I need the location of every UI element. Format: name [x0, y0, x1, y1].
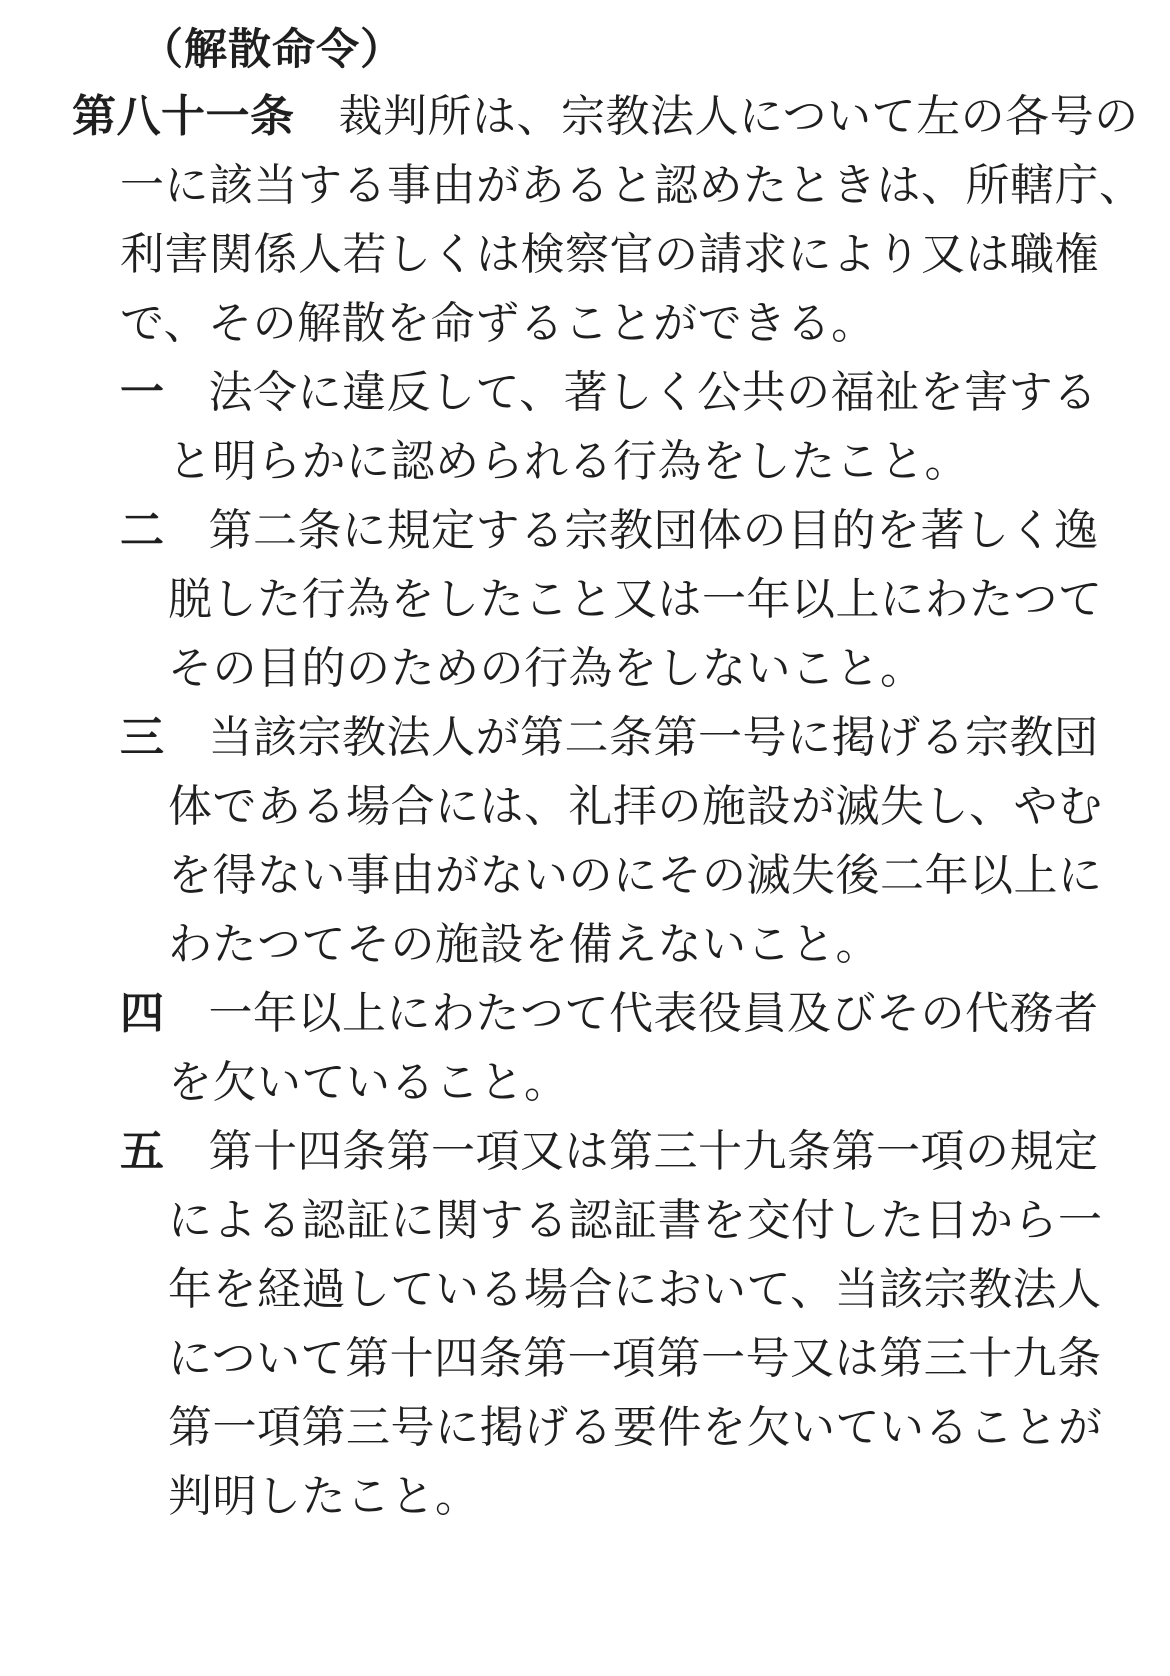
item-text: 第二条に規定する宗教団体の目的を著しく逸脱した行為をしたこと又は一年以上にわたつてその目的のための行為をしないこと。 — [168, 505, 1103, 694]
item-text: 当該宗教法人が第二条第一号に掲げる宗教団体である場合には、礼拝の施設が滅失し、やむを得ない事由がないのにその滅失後二年以上にわたつてその施設を備えないこと。 — [168, 712, 1103, 970]
list-item — [120, 496, 1112, 703]
item-number: 三 — [120, 712, 165, 763]
article-caption: （解散命令） — [140, 25, 404, 75]
list-item — [120, 703, 1112, 979]
item-text: 一年以上にわたつて代表役員及びその代務者を欠いていること。 — [168, 988, 1099, 1108]
item-number: 五 — [120, 1126, 165, 1177]
item-text: 法令に違反して、著しく公共の福祉を害すると明らかに認められる行為をしたこと。 — [168, 367, 1098, 487]
list-item — [120, 358, 1112, 496]
list-item — [120, 1117, 1112, 1531]
article-paragraph — [72, 82, 1160, 358]
item-number: 四 — [120, 988, 165, 1039]
list-item — [120, 979, 1112, 1117]
article-number: 第八十一条 — [72, 91, 295, 142]
article-items — [120, 358, 1112, 1531]
item-text: 第十四条第一項又は第三十九条第一項の規定による認証に関する認証書を交付した日から一年を経過している場合において、当該宗教法人について第十四条第一項第一号又は第三十九条第一項第三号に掲げる要件を欠いていることが判明したこと。 — [168, 1126, 1103, 1522]
article-text: 裁判所は、宗教法人について左の各号の一に該当する事由があると認めたときは、所轄庁、利害関係人若しくは検察官の請求により又は職権で、その解散を命ずることができる。 — [120, 91, 1144, 349]
item-number: 一 — [120, 367, 165, 418]
item-number: 二 — [120, 505, 165, 556]
